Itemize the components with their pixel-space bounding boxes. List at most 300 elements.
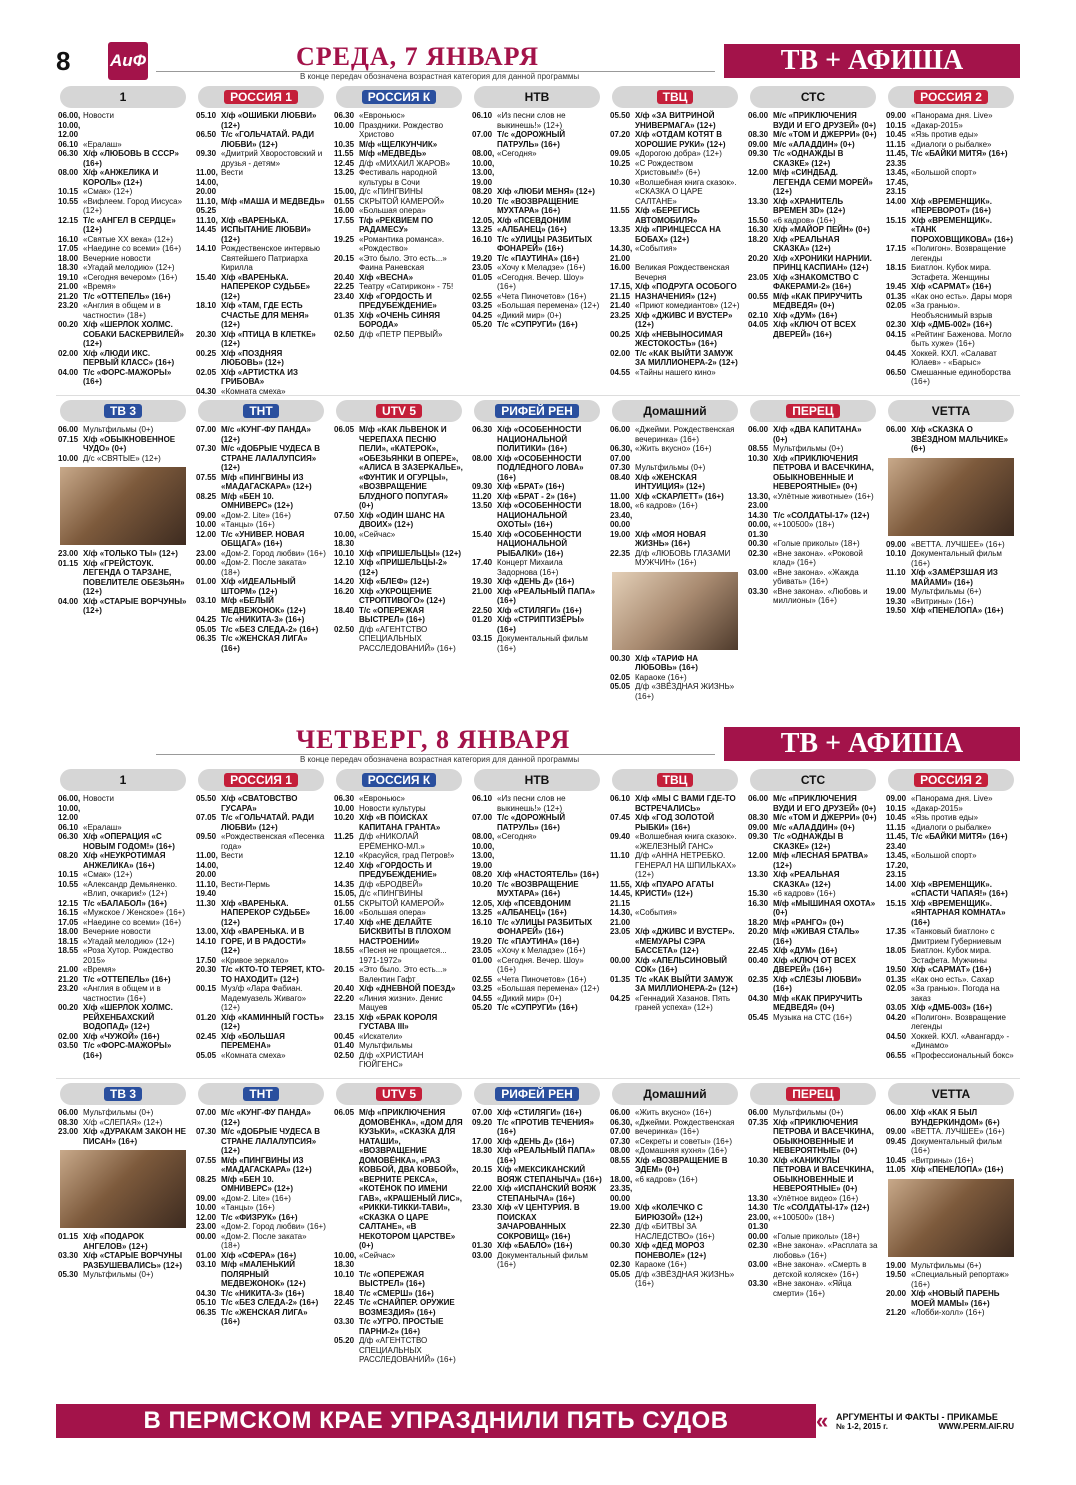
program-title: Х/ф «СТИЛЯГИ» (16+) [497, 605, 582, 615]
program-title: Документальный фильм (16+) [497, 634, 588, 653]
program-item [748, 492, 878, 511]
program-time: 05.50 [196, 794, 217, 803]
program-title: Х/ф «ОПЕРАЦИЯ «С НОВЫМ ГОДОМ!» (16+) [83, 832, 175, 851]
program-title: «Время» [83, 282, 116, 291]
program-title: Х/ф «НЕВЫНОСИМАЯ ЖЕСТОКОСТЬ» (16+) [635, 329, 723, 348]
program-title: «Как оно есть». Дары моря [911, 291, 1012, 301]
program-item [58, 823, 188, 833]
program-list [608, 794, 742, 1013]
program-title: Х/ф «БАБЛО» (16+) [497, 1241, 573, 1250]
program-item [886, 549, 1016, 568]
program-item [196, 965, 326, 984]
channel-column [746, 769, 880, 1078]
program-time: 10.00 [196, 520, 217, 529]
program-time: 16.10 [472, 234, 493, 244]
program-time: 23.15 [334, 1012, 355, 1022]
program-title: «Домашняя кухня» (16+) [635, 1146, 727, 1155]
program-item [472, 1251, 602, 1270]
program-item [58, 1118, 188, 1128]
program-item [58, 1270, 188, 1280]
program-title: Х/ф «НЕУКРОТИМАЯ АНЖЕЛИКА» (16+) [83, 851, 166, 870]
program-item [610, 501, 740, 530]
channel-logo [888, 1083, 1014, 1105]
program-time: 07.00 [472, 130, 493, 139]
channel-name: ТВЦ [657, 773, 694, 787]
program-item [748, 539, 878, 549]
program-item [610, 530, 740, 549]
program-list [884, 794, 1018, 1060]
program-item [334, 794, 464, 804]
program-title: «6 кадров» (16+) [773, 889, 836, 898]
program-item [748, 111, 878, 130]
program-time: 19.30 [886, 596, 907, 606]
program-title: Х/ф «ПСЕВДОНИМ «АЛБАНЕЦ» (16+) [497, 215, 571, 234]
program-time: 15.15 [886, 898, 907, 908]
program-item [334, 813, 464, 832]
program-item [334, 1298, 464, 1317]
program-item [196, 625, 326, 635]
program-title: Д/ф «АГЕНТСТВО СПЕЦИАЛЬНЫХ РАССЛЕДОВАНИЙ» (16+) [359, 1336, 456, 1364]
program-item [748, 899, 878, 918]
program-title: Т/с «СМЕРШ» (16+) [359, 1288, 434, 1298]
program-item [196, 1051, 326, 1061]
program-item [58, 168, 188, 187]
program-title: «Тайны нашего кино» [635, 367, 716, 377]
footer-site[interactable]: WWW.PERM.AIF.RU [938, 1421, 1014, 1431]
program-time: 11.20 [472, 491, 492, 501]
channel-logo [198, 769, 324, 791]
program-item [58, 292, 188, 302]
program-time: 06.00 [748, 111, 769, 120]
program-photo [888, 458, 1014, 536]
program-title: Т/с «БАЛАБОЛ» (16+) [83, 898, 167, 908]
program-time: 09.00 [886, 539, 907, 549]
program-item [610, 813, 740, 832]
program-item [610, 832, 740, 851]
program-item [334, 1041, 464, 1051]
channel-name: РИФЕЙ РЕН [495, 1087, 579, 1101]
program-time: 11.05 [886, 1165, 906, 1174]
program-time: 19.20 [472, 936, 493, 946]
program-title: «Чета Пиночетов» (16+) [497, 291, 587, 301]
program-title: Х/ф «ВАРЕНЬКА. НАПЕРЕКОР СУДЬБЕ» (12+) [221, 272, 311, 301]
program-time: 03.25 [472, 984, 493, 993]
program-time: 01.15 [58, 1232, 79, 1241]
program-item [886, 282, 1016, 292]
program-title: Д/ф «ПЕТР ПЕРВЫЙ» [359, 329, 443, 339]
program-time: 12.00 [196, 529, 217, 539]
program-title: «Джейми. Рождественская вечеринка» (16+) [635, 1117, 735, 1136]
program-list [194, 794, 328, 1060]
channel-column [470, 1083, 604, 1406]
program-time: 07.55 [196, 472, 217, 482]
program-title: Д/ф «МИХАИЛ ЖАРОВ» [359, 158, 451, 168]
program-item [748, 320, 878, 339]
program-title: «Линия жизни». Денис Мацуев [359, 993, 443, 1012]
channel-name: 1 [119, 773, 127, 787]
channel-name: UTV 5 [376, 1087, 422, 1101]
program-time: 02.30 [610, 1260, 631, 1269]
program-item [196, 956, 326, 966]
program-time: 16.20 [334, 586, 355, 596]
channel-column [194, 769, 328, 1078]
program-title: «За гранью». Погода на заказ [911, 984, 1000, 1003]
program-title: Х/ф «ДЕД МОРОЗ ПОНЕВОЛЕ» (12+) [635, 1241, 707, 1260]
program-time: 21.20 [58, 974, 79, 984]
program-item [748, 1108, 878, 1118]
program-time: 06.00 [58, 1108, 79, 1117]
program-title: Т/с «ПРОТИВ ТЕЧЕНИЯ» (16+) [497, 1117, 594, 1136]
program-item [334, 1251, 464, 1270]
program-title: Д/с «ПИНГВИНЫ СКРЫТОЙ КАМЕРОЙ» [359, 889, 445, 908]
program-item [334, 994, 464, 1013]
program-item [334, 880, 464, 890]
program-item [472, 587, 602, 606]
program-title: «Танцы» (16+) [221, 1203, 275, 1212]
program-title: Х/ф «СТАРЫЕ ВОРЧУНЫ РАЗБУШЕВАЛИСЬ» (12+) [83, 1251, 183, 1270]
program-time: 07.15 [58, 434, 79, 444]
program-title: Х/ф «V ЦЕНТУРИЯ. В ПОИСКАХ ЗАЧАРОВАННЫХ СОКРОВИЩ» (16+) [497, 1203, 580, 1241]
program-item [334, 1270, 464, 1289]
program-time: 18.55 [58, 946, 79, 955]
program-title: М/ф «МЫШИНАЯ ОХОТА» (0+) [773, 898, 876, 917]
program-title: Мультфильмы (0+) [635, 463, 706, 472]
program-item [748, 994, 878, 1013]
program-title: Х/ф «ЗАМЁРЗШАЯ ИЗ МАЙАМИ» (16+) [911, 568, 998, 587]
program-list [56, 794, 190, 1060]
program-title: М/ф «КАК ПРИРУЧИТЬ МЕДВЕДЯ» (0+) [773, 993, 863, 1012]
program-item [748, 254, 878, 273]
program-time: 01.20 [196, 1012, 217, 1022]
program-item [886, 1308, 1016, 1318]
program-item [334, 121, 464, 140]
program-item [196, 273, 326, 302]
program-title: Х/ф «ОСОБЕННОСТИ НАЦИОНАЛЬНОЙ ОХОТЫ» (16+) [497, 501, 582, 529]
program-item [196, 387, 326, 397]
section-heading: ТВ + АФИША [724, 44, 1020, 78]
program-item [472, 1146, 602, 1165]
program-title: Х/ф «БОЛЬШАЯ ПЕРЕМЕНА» [221, 1031, 285, 1050]
program-time: 02.50 [334, 624, 355, 634]
program-item [196, 368, 326, 387]
program-photo [888, 1179, 1014, 1257]
program-time: 10.15 [886, 803, 907, 813]
program-title: «Это было. Это есть...» Валентин Гафт [359, 965, 447, 984]
program-title: Д/ф «ЛЮБОВЬ ГЛАЗАМИ МУЖЧИН» (16+) [635, 548, 731, 567]
program-title: Мультфильмы (6+) [911, 1260, 982, 1270]
program-list [194, 1108, 328, 1327]
program-title: Вести [221, 168, 243, 177]
program-item [334, 965, 464, 984]
program-time: 07.00 [196, 425, 217, 434]
program-title: Т/с «КАК ВЫЙТИ ЗАМУЖ ЗА МИЛЛИОНЕРА-2» (12+) [635, 974, 738, 993]
program-title: «ВЕТТА. ЛУЧШЕЕ» (16+) [911, 539, 1005, 549]
program-time: 10.15 [58, 870, 79, 879]
program-time: 19.00 [610, 1203, 631, 1212]
program-title: Х/ф «АРТИСТКА ИЗ ГРИБОВА» [221, 367, 298, 386]
program-title: Т/с «ПАУТИНА» (16+) [497, 253, 580, 263]
program-title: «Панорама дня. Live» [911, 111, 993, 120]
program-item [610, 1203, 740, 1222]
program-item [58, 301, 188, 320]
program-item [472, 301, 602, 311]
program-item [472, 216, 602, 235]
program-time: 15.00, 01.55 [334, 187, 357, 206]
program-time: 00.20 [58, 320, 79, 329]
program-time: 20.15 [334, 965, 355, 974]
program-title: Х/ф «ПТИЦА В КЛЕТКЕ» (12+) [221, 329, 316, 348]
program-list [746, 794, 880, 1022]
channel-name: ПЕРЕЦ [786, 404, 839, 418]
program-item [610, 975, 740, 994]
program-item [334, 149, 464, 159]
program-time: 11.55 [334, 149, 354, 158]
program-item [472, 994, 602, 1004]
program-time: 06.00 [886, 1108, 907, 1117]
program-time: 00.30 [748, 539, 769, 548]
program-time: 06.00 [748, 794, 769, 803]
program-time: 12.40 [334, 860, 355, 870]
program-list [608, 1108, 742, 1289]
program-item [886, 1270, 1016, 1289]
program-title: М/ф «ПРИКЛЮЧЕНИЯ ДОМОВЁНКА», «ДОМ ДЛЯ КУЗЬКИ», «СКАЗКА ДЛЯ НАТАШИ», «ВОЗВРАЩЕНИЕ ДОМОВЁНКА», «РАЗ КОВБОЙ, ДВА КОВБОЙ», «ВЕРНИТЕ РЕКСА», «КОТЁНОК ПО ИМЕНИ ГАВ», «КРАШЕНЫЙ ЛИС», «РИККИ-ТИККИ-ТАВИ», «СКАЗКА О ЦАРЕ САЛТАНЕ», «В НЕКОТОРОМ ЦАРСТВЕ» (0+) [359, 1108, 463, 1250]
program-time: 08.00, 10.00, 13.00, 19.00 [472, 149, 495, 187]
program-title: Т/с «ЖЕНСКАЯ ЛИГА» (16+) [221, 1307, 308, 1326]
program-time: 18.20 [748, 917, 769, 927]
program-item [58, 435, 188, 454]
program-time: 05.10 [196, 1298, 217, 1307]
program-time: 06.30 [334, 794, 355, 803]
program-title: М/ф «ЩЕЛКУНЧИК» [359, 139, 438, 149]
program-item [886, 368, 1016, 387]
program-time: 11.00, 14.00, 20.00 [196, 851, 219, 879]
program-time: 07.45 [610, 813, 631, 822]
program-time: 10.00 [58, 453, 79, 463]
program-time: 10.30 [748, 453, 769, 463]
channel-logo [888, 769, 1014, 791]
program-time: 05.20 [334, 1336, 355, 1345]
program-item [472, 273, 602, 292]
program-time: 00.00 [196, 1231, 217, 1241]
channel-column [470, 86, 604, 396]
program-time: 04.00 [58, 596, 79, 606]
program-item [334, 311, 464, 330]
channel-logo [60, 400, 186, 422]
program-title: Т/с «ПАУТИНА» (16+) [497, 936, 580, 946]
program-title: Х/ф «БРАТ - 2» (16+) [497, 491, 577, 501]
program-item [196, 1298, 326, 1308]
footer-banner [56, 1404, 1020, 1438]
channel-column [884, 400, 1018, 723]
program-title: «С Рождеством Христовым!» (6+) [635, 158, 701, 177]
program-list [194, 111, 328, 396]
program-time: 20.15 [334, 253, 355, 263]
program-time: 03.00 [748, 567, 769, 577]
program-time: 18.55 [334, 946, 355, 955]
program-title: «Вне закона». «Жажда убивать» (16+) [773, 567, 859, 586]
program-time: 03.00 [472, 1250, 493, 1260]
program-time: 05.05 [610, 682, 631, 691]
program-item [610, 311, 740, 330]
program-item [58, 349, 188, 368]
program-title: Биатлон. Кубок мира. Эстафета. Женщины [911, 263, 992, 282]
program-title: «Дикий мир» (0+) [497, 310, 562, 320]
program-title: Х/ф «ШЕРЛОК ХОЛМС. РЕЙХЕНБАХСКИЙ ВОДОПАД» (12+) [83, 1003, 173, 1031]
program-item [58, 851, 188, 870]
program-item [610, 1156, 740, 1175]
program-item [886, 823, 1016, 833]
program-time: 02.50 [334, 329, 355, 339]
channel-name: РОССИЯ К [362, 90, 436, 104]
program-title: Х/ф «ВАРЕНЬКА. ИСПЫТАНИЕ ЛЮБВИ» (12+) [221, 215, 311, 244]
program-title: Х/ф «ИСПАНСКИЙ ВОЯЖ СТЕПАНЫЧА» (16+) [497, 1184, 597, 1203]
program-title: М/ф «МАЛЕНЬКИЙ ПОЛЯРНЫЙ МЕДВЕЖОНОК» (12+) [221, 1260, 306, 1288]
program-item [748, 1118, 878, 1156]
program-item [610, 330, 740, 349]
program-item [886, 1051, 1016, 1061]
program-title: «Лобби-холл» (16+) [911, 1308, 985, 1317]
program-title: Рождественское интервью Святейшего Патриарха Кирилла [221, 244, 320, 272]
program-item [748, 918, 878, 928]
program-time: 02.05 [196, 367, 217, 377]
program-item [472, 558, 602, 577]
program-time: 01.00 [472, 955, 493, 965]
program-list [470, 794, 604, 1013]
program-time: 14.30, 21.00 [610, 244, 633, 263]
program-title: Х/ф «ДУМ» (16+) [773, 310, 838, 320]
program-time: 04.25 [472, 310, 493, 320]
program-time: 17.55 [334, 215, 355, 225]
program-title: Т/с «КАК ВЫЙТИ ЗАМУЖ ЗА МИЛЛИОНЕРА-2» (12+) [635, 348, 738, 367]
program-title: Х/ф «АНЖЕЛИКА И КОРОЛЬ» (12+) [83, 168, 159, 187]
program-time: 16.30 [748, 225, 769, 234]
program-item [748, 587, 878, 606]
program-item [334, 187, 464, 206]
program-item [334, 273, 464, 283]
program-title: «Танцы» (16+) [221, 520, 275, 529]
program-time: 14.10 [196, 244, 217, 253]
channel-logo [750, 400, 876, 422]
program-item [334, 159, 464, 169]
program-time: 15.05, 01.55 [334, 889, 357, 908]
program-title: М/с «ДОБРЫЕ ЧУДЕСА В СТРАНЕ ЛАЛАЛУПСИЯ» (12+) [221, 1127, 320, 1155]
program-title: Караоке (16+) [635, 1260, 687, 1269]
program-title: Х/ф «ОСОБЕННОСТИ НАЦИОНАЛЬНОЙ РЫБАЛКИ» (16+) [497, 529, 582, 558]
program-time: 23.00 [196, 1222, 217, 1231]
program-title: «Рождественская «Песенка года» [221, 832, 325, 851]
program-title: Мультфильмы (0+) [773, 444, 844, 453]
program-item [610, 1270, 740, 1289]
channel-column [332, 769, 466, 1078]
program-item [196, 1213, 326, 1223]
channel-column [608, 769, 742, 1078]
program-item [334, 1317, 464, 1336]
channel-logo [198, 1083, 324, 1105]
program-time: 02.05 [886, 984, 907, 993]
program-item [472, 1108, 602, 1118]
schedule-bottom [56, 400, 1020, 723]
program-title: «Искатели» [359, 1031, 403, 1041]
program-item [58, 244, 188, 254]
program-time: 23.00 [196, 548, 217, 558]
program-title: «Волшебная книга сказок». «СКАЗКА О ЦАРЕ САЛТАНЕ» [635, 177, 737, 206]
program-title: Х/ф «ИДЕАЛЬНЫЙ ШТОРМ» (12+) [221, 577, 296, 596]
program-title: Т/с «СУПРУГИ» (16+) [497, 320, 578, 329]
program-item [196, 1308, 326, 1327]
program-title: «Полигон». Возвращение легенды [911, 244, 1006, 263]
program-item [58, 263, 188, 273]
program-title: Т/с «ГОЛЬЧАТАЙ. РАДИ ЛЮБВИ» (12+) [221, 813, 314, 832]
channel-logo [750, 769, 876, 791]
program-title: Х/ф «ВАРЕНЬКА. И В ГОРЕ, И В РАДОСТИ» (12+) [221, 927, 307, 955]
program-title: «Большой спорт» [911, 168, 977, 177]
channel-name: РИФЕЙ РЕН [495, 404, 579, 418]
program-item [196, 1203, 326, 1213]
program-list [56, 425, 190, 616]
program-time: 22.00 [472, 1184, 493, 1193]
program-item [610, 927, 740, 956]
program-time: 00.15 [196, 984, 217, 993]
program-item [334, 918, 464, 947]
program-item [196, 851, 326, 880]
channel-column [884, 1083, 1018, 1406]
program-title: Х/ф «МАЙОР ПЕЙН» (0+) [773, 225, 870, 234]
program-title: Вести-Пермь [221, 879, 270, 889]
program-time: 10.30 [748, 1155, 769, 1165]
program-time: 18.15 [58, 936, 79, 946]
program-time: 06.30, 07.00 [610, 1117, 633, 1136]
program-item [886, 804, 1016, 814]
program-time: 09.30 [748, 832, 769, 841]
program-item [58, 1041, 188, 1060]
program-item [886, 1156, 1016, 1166]
program-item [472, 606, 602, 616]
program-title: Документальный фильм (16+) [911, 549, 1002, 568]
program-item [334, 111, 464, 121]
program-item [196, 596, 326, 615]
program-item [610, 111, 740, 130]
program-time: 18.20 [748, 234, 769, 244]
program-title: Т/с «ФИЗРУК» (16+) [221, 1212, 298, 1222]
program-title: Х/ф «ДМБ-002» (16+) [911, 320, 992, 329]
program-title: «Большой спорт» [911, 851, 977, 860]
program-time: 09.30 [196, 149, 217, 158]
program-item [886, 111, 1016, 121]
channel-column [884, 86, 1018, 396]
program-title: М/с «ПРИКЛЮЧЕНИЯ ВУДИ И ЕГО ДРУЗЕЙ» (0+) [773, 111, 877, 130]
footer-issue: № 1-2, 2015 г. [836, 1421, 888, 1431]
program-time: 05.45 [748, 1012, 769, 1022]
program-item [196, 130, 326, 149]
program-item [748, 311, 878, 321]
program-time: 19.45 [886, 282, 907, 291]
program-item [196, 549, 326, 559]
program-title: «Язь против еды» [911, 130, 979, 139]
program-item [886, 1261, 1016, 1271]
channel-logo [198, 86, 324, 108]
program-title: «Дикий мир» (0+) [497, 993, 562, 1003]
program-item [334, 1336, 464, 1365]
program-time: 07.35 [748, 1117, 769, 1127]
program-item [58, 454, 188, 464]
program-title: Х/ф «ВРЕМЕНЩИК». «СПАСТИ ЧАПАЯ!» (16+) [911, 879, 1008, 898]
program-time: 10.30 [610, 177, 631, 187]
program-item [58, 965, 188, 975]
channel-column [56, 1083, 190, 1406]
program-time: 05.20 [472, 1003, 493, 1012]
program-item [886, 1165, 1016, 1175]
program-time: 00.00 [610, 955, 631, 965]
